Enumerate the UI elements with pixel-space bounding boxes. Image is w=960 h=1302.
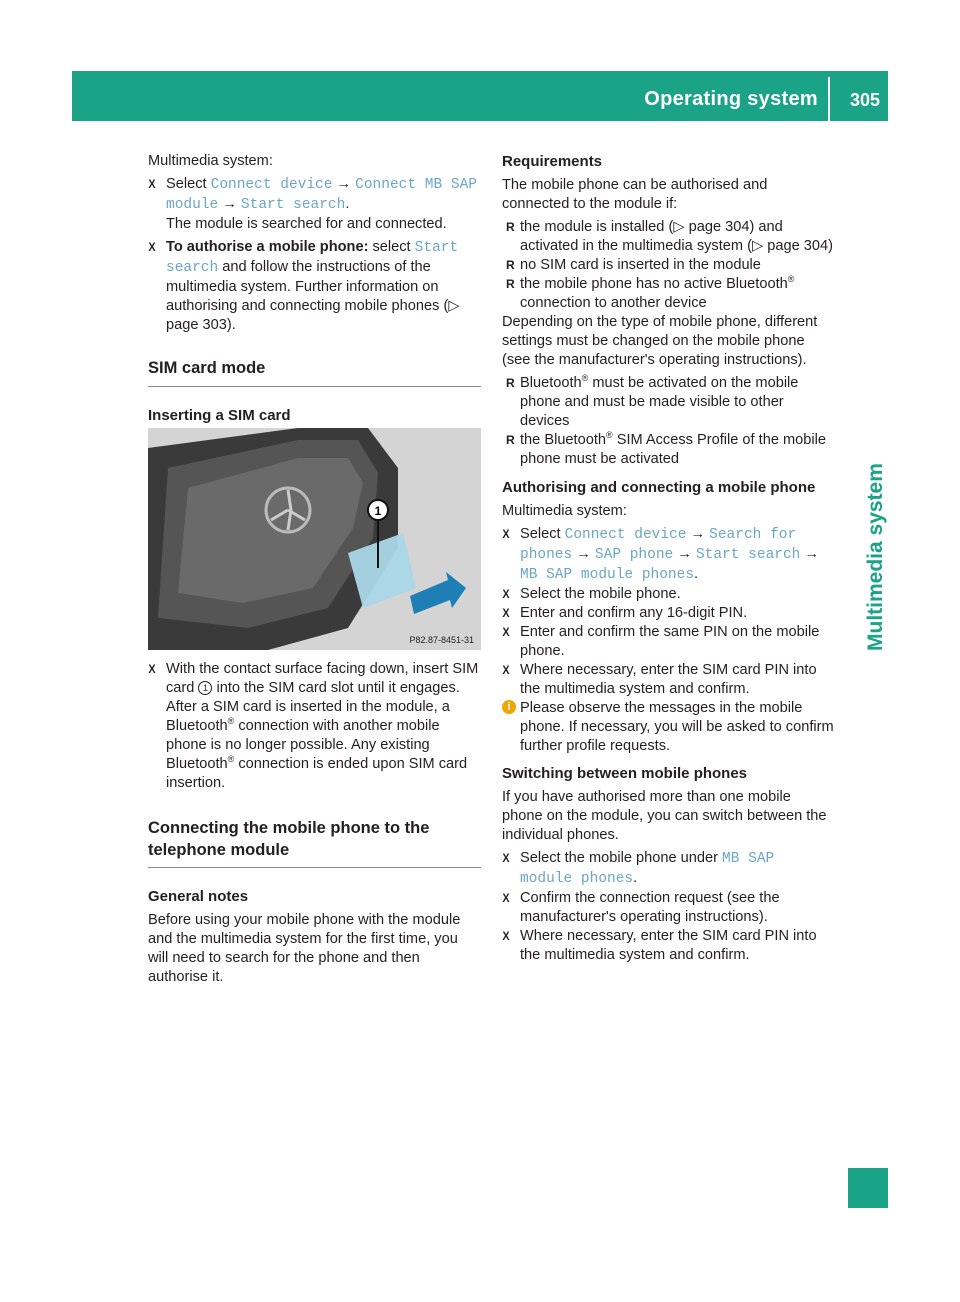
sim-card-photo bbox=[148, 428, 481, 650]
menu-connect-device[interactable]: Connect device bbox=[210, 177, 333, 193]
switch-step-2: X Confirm the connection request (see the manufacturer's operating instructions). bbox=[502, 889, 834, 927]
switch-step-3: X Where necessary, enter the SIM card PIN into the multimedia system and confirm. bbox=[502, 927, 834, 965]
page-number: 305 bbox=[849, 90, 880, 110]
heading-connecting: Connecting the mobile phone to the telephone module bbox=[148, 817, 481, 868]
depending-text: Depending on the type of mobile phone, different settings must be changed on the mobile phone (see the manufacturer's operating instructions). bbox=[502, 314, 818, 368]
menu-start-search-r[interactable]: Start search bbox=[695, 547, 801, 563]
heading-switching: Switching between mobile phones bbox=[502, 765, 748, 782]
callout-ref: 1 bbox=[198, 681, 212, 695]
req-item-1: R the module is installed (▷ page 304) and activated in the multimedia system (▷ page 304) bbox=[502, 218, 834, 256]
callout-number: 1 bbox=[374, 504, 382, 518]
header-separator bbox=[828, 77, 830, 121]
req-item-3: R the mobile phone has no active Bluetooth® connection to another device bbox=[502, 275, 834, 313]
menu-connect-mb-sap[interactable]: Connect MB SAP module bbox=[166, 177, 477, 213]
left-column-lower bbox=[148, 660, 481, 987]
heading-general-notes: General notes bbox=[148, 888, 249, 905]
step-authorise: X To authorise a mobile phone: select Start search and follow the instructions of the multimedia system. Further information on authorising and connecting mobile phones (▷ page 303). bbox=[148, 238, 481, 335]
auth-step-3: X Enter and confirm any 16-digit PIN. bbox=[502, 604, 834, 623]
auth-step-2: X Select the mobile phone. bbox=[502, 585, 834, 604]
menu-mb-sap-module-phones-2[interactable]: MB SAP module phones bbox=[520, 851, 775, 887]
left-column bbox=[148, 152, 481, 426]
dep-item-1: R Bluetooth® must be activated on the mobile phone and must be made visible to other devices bbox=[502, 374, 834, 431]
heading-inserting-sim: Inserting a SIM card bbox=[148, 407, 291, 424]
heading-authorising: Authorising and connecting a mobile phone bbox=[502, 479, 816, 496]
right-column bbox=[502, 152, 834, 965]
menu-start-search-2[interactable]: Start search bbox=[166, 240, 459, 276]
general-notes-text: Before using your mobile phone with the module and the multimedia system for the first time, you will need to search for the phone and then authorise it. bbox=[148, 912, 461, 985]
side-tab bbox=[840, 121, 888, 657]
menu-connect-device-r[interactable]: Connect device bbox=[564, 527, 687, 543]
section-title: Operating system bbox=[644, 88, 818, 110]
info-note: i Please observe the messages in the mobile phone. If necessary, you will be asked to confirm further profile requests. bbox=[502, 699, 834, 756]
sim-note: After a SIM card is inserted in the module, a Bluetooth® connection with another mobile phone is no longer possible. Any existing Bluetooth® connection is ended upon SIM card insertion. bbox=[166, 699, 468, 791]
side-tab-label: Multimedia system bbox=[864, 463, 887, 651]
auth-step-4: X Enter and confirm the same PIN on the mobile phone. bbox=[502, 623, 834, 661]
switch-step-1: X Select the mobile phone under MB SAP module phones. bbox=[502, 849, 834, 889]
heading-requirements: Requirements bbox=[502, 153, 603, 170]
req-item-2: R no SIM card is inserted in the module bbox=[502, 256, 834, 275]
key-module-illustration bbox=[148, 428, 481, 650]
heading-sim-card-mode: SIM card mode bbox=[148, 357, 481, 387]
requirements-intro: The mobile phone can be authorised and connected to the module if: bbox=[502, 177, 768, 212]
auth-step-1: X Select Connect device → Search for phones → SAP phone → Start search → MB SAP module phones. bbox=[502, 525, 834, 585]
menu-search-for-phones[interactable]: Search for phones bbox=[520, 527, 797, 563]
multimedia-label: Multimedia system: bbox=[502, 503, 627, 519]
page-header bbox=[72, 71, 888, 121]
auth-step-5: X Where necessary, enter the SIM card PIN into the multimedia system and confirm. bbox=[502, 661, 834, 699]
menu-start-search[interactable]: Start search bbox=[240, 197, 346, 213]
step-note: The module is searched for and connected. bbox=[166, 216, 447, 232]
step-insert-sim: X With the contact surface facing down, insert SIM card 1 into the SIM card slot until it engages. bbox=[148, 660, 481, 698]
step-select-connect: X Select Connect device → Connect MB SAP module → Start search. bbox=[148, 175, 481, 215]
menu-mb-sap-module-phones[interactable]: MB SAP module phones bbox=[520, 567, 695, 583]
intro-text: Multimedia system: bbox=[148, 153, 273, 169]
menu-sap-phone[interactable]: SAP phone bbox=[594, 547, 674, 563]
photo-code: P82.87-8451-31 bbox=[409, 635, 474, 645]
switching-text: If you have authorised more than one mobile phone on the module, you can switch between the individual phones. bbox=[502, 789, 827, 843]
thumb-index-marker bbox=[848, 1168, 888, 1208]
dep-item-2: R the Bluetooth® SIM Access Profile of the mobile phone must be activated bbox=[502, 431, 834, 469]
